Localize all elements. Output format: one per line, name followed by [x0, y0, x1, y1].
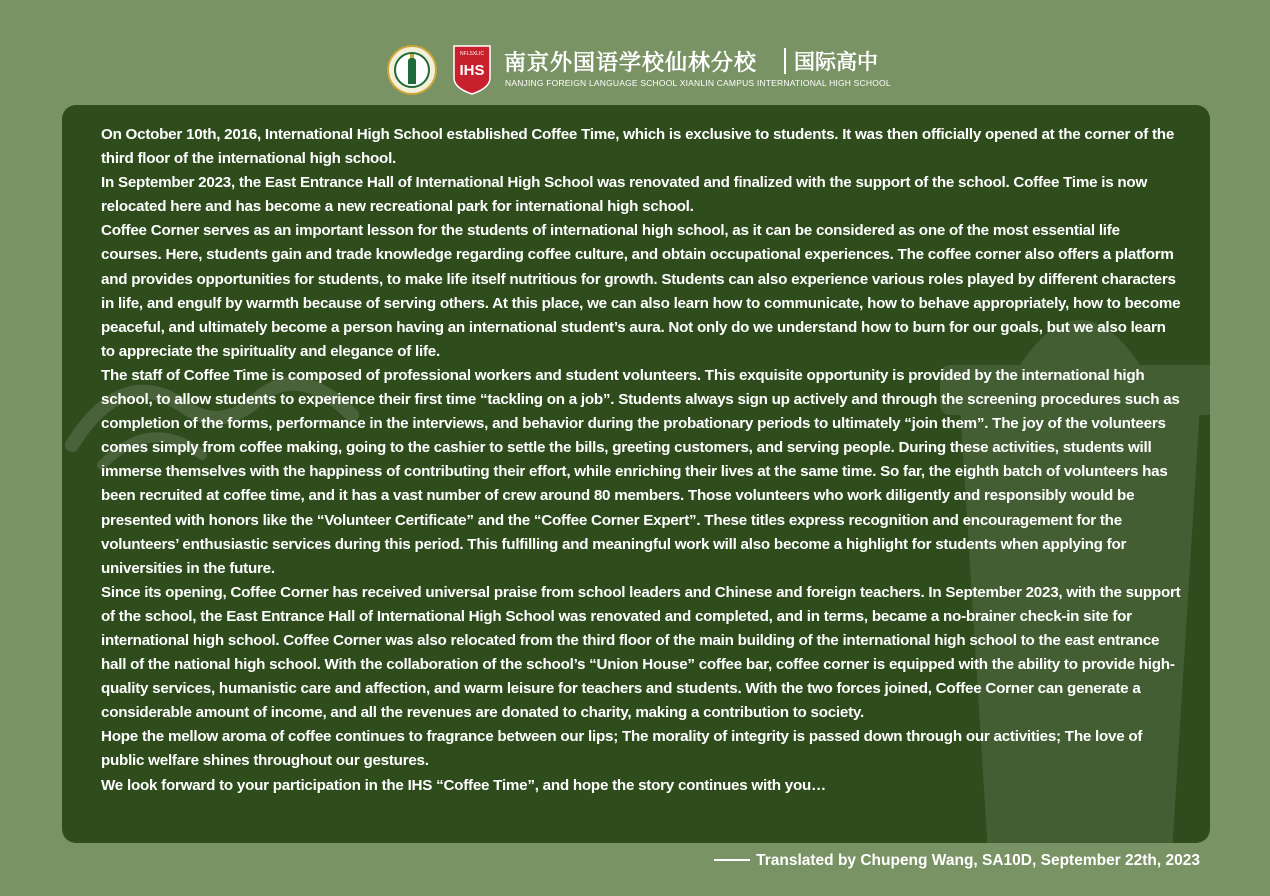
credit-text: Translated by Chupeng Wang, SA10D, September 22th, 2023: [756, 852, 1200, 869]
school-name-cn: 南京外国语学校仙林分校: [504, 50, 758, 76]
article-text: [101, 123, 1181, 798]
article-paragraph: In September 2023, the East Entrance Hall of International High School was renovated and finalized with the support of the school. Coffee Time is now relocated here and has become a new recreational park for international high school.: [101, 174, 1148, 216]
shield-subtext: NFLSXLIC: [460, 51, 484, 57]
article-paragraph: Hope the mellow aroma of coffee continues to fragrance between our lips; The morality of integrity is passed down through our activities; The love of public welfare shines throughout our gestures.: [101, 728, 1143, 770]
header-divider: [784, 48, 786, 74]
article-paragraph: We look forward to your participation in the IHS “Coffee Time”, and hope the story continues with you…: [101, 776, 826, 794]
credit-dash: [714, 859, 750, 861]
article-paragraph: Coffee Corner serves as an important lesson for the students of international high school, as it can be considered as one of the most essential life courses. Here, students gain and trade knowledge regarding coffee culture, and obtain occupational experiences. The coffee corner also offers a platform and provides opportunities for students, to make life itself nutritious for growth. Students can also experience various roles played by different characters in life, and engulf by warmth because of serving others. At this place, we can also learn how to communicate, how to behave appropriately, how to become peaceful, and ultimately become a person having an international student’s aura. Not only do we understand how to burn for our goals, but we also learn to appreciate the spirituality and elegance of life.: [101, 222, 1181, 360]
translator-credit: [714, 852, 1200, 870]
article-paragraph: The staff of Coffee Time is composed of professional workers and student volunteers. This exquisite opportunity is provided by the international high school, to allow students to experience their first time “tackling on a job”. Students always sign up actively and through the screening procedures such as completion of the forms, performance in the interviews, and behavior during the probationary periods to ultimately “join them”. The joy of the volunteers comes simply from coffee making, going to the cashier to settle the bills, greeting customers, and serving people. During these activities, students will immerse themselves with the happiness of contributing their effort, while enriching their lives at the same time. So far, the eighth batch of volunteers has been recruited at coffee time, and it has a vast number of crew around 80 members. Those volunteers who work diligently and responsibly would be presented with honors like the “Volunteer Certificate” and the “Coffee Corner Expert”. These titles express recognition and encouragement for the volunteers’ enthusiastic services during this period. This fulfilling and meaningful work will also become a highlight for students when applying for universities in the future.: [101, 366, 1180, 577]
ihs-shield-icon: [452, 44, 492, 96]
school-name-en: NANJING FOREIGN LANGUAGE SCHOOL XIANLIN CAMPUS INTERNATIONAL HIGH SCHOOL: [505, 78, 891, 88]
content-panel: [62, 105, 1210, 843]
article-paragraph: Since its opening, Coffee Corner has received universal praise from school leaders and Chinese and foreign teachers. In September 2023, with the support of the school, the East Entrance Hall of International High School was renovated and completed, and in terms, became a no-brainer check-in site for international high school. Coffee Corner was also relocated from the third floor of the main building of the international high school to the east entrance hall of the national high school. With the collaboration of the school’s “Union House” coffee bar, coffee corner is equipped with the ability to provide high-quality services, humanistic care and affection, and warm leisure for teachers and students. With the two forces joined, Coffee Corner can generate a considerable amount of income, and all the revenues are donated to charity, making a contribution to society.: [101, 583, 1181, 722]
school-seal-icon: [387, 45, 437, 95]
article-paragraph: On October 10th, 2016, International High School established Coffee Time, which is exclusive to students. It was then officially opened at the corner of the third floor of the international high school.: [101, 126, 1175, 168]
shield-text: IHS: [459, 62, 485, 79]
header: [0, 0, 1270, 100]
division-name-cn: 国际高中: [794, 50, 878, 74]
